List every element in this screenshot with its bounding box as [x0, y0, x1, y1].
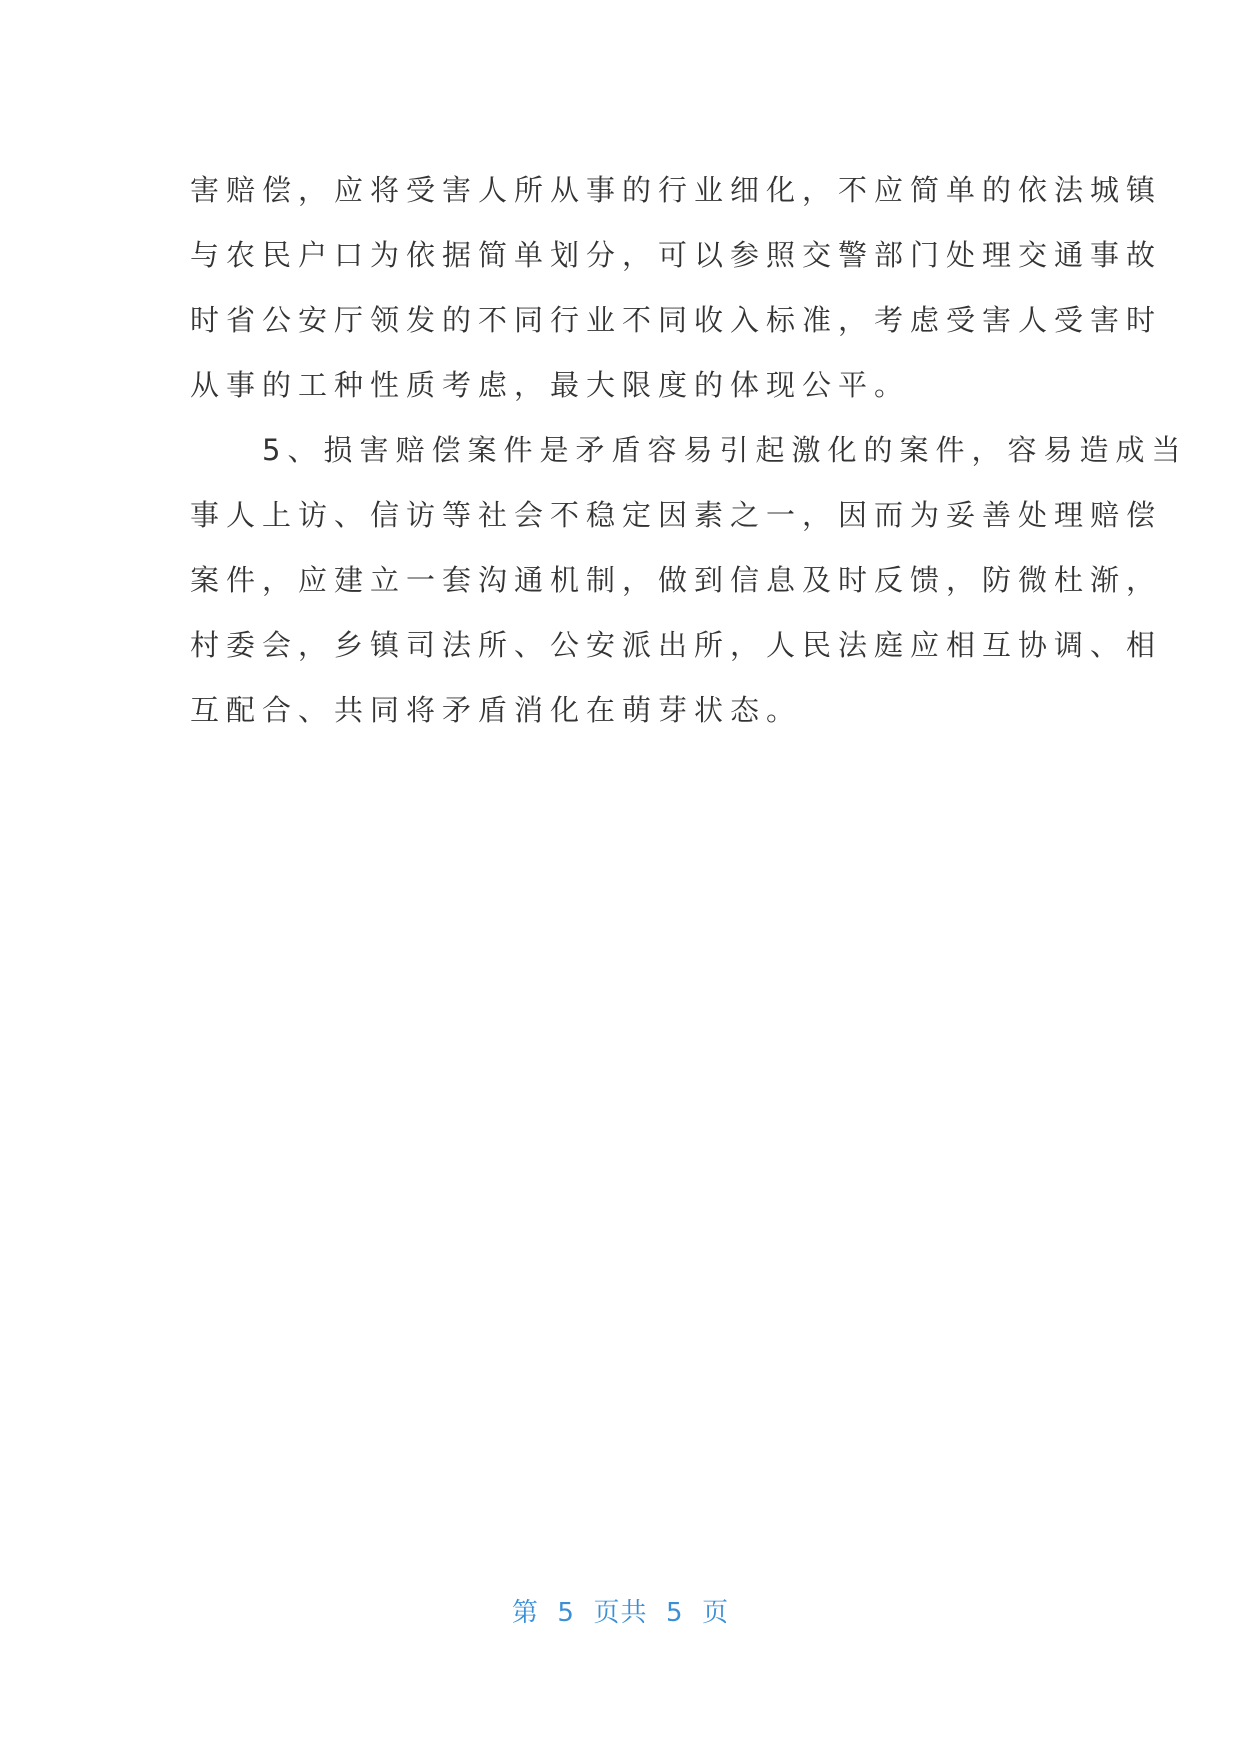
page-number-footer: 第 5 页共 5 页 — [511, 1598, 730, 1628]
text-line: 与农民户口为依据简单划分，可以参照交警部门处理交通事故 — [190, 238, 1163, 272]
text-line: 时省公安厅领发的不同行业不同收入标准，考虑受害人受害时 — [190, 303, 1163, 337]
text-line: 从事的工种性质考虑，最大限度的体现公平。 — [190, 368, 911, 402]
text-line: 案件，应建立一套沟通机制，做到信息及时反馈，防微杜渐， — [190, 563, 1163, 597]
body-text — [190, 158, 1188, 743]
text-line: 事人上访、信访等社会不稳定因素之一，因而为妥善处理赔偿 — [190, 498, 1163, 532]
text-line: 互配合、共同将矛盾消化在萌芽状态。 — [190, 693, 803, 727]
text-line: 5、损害赔偿案件是矛盾容易引起激化的案件，容易造成当 — [190, 433, 1188, 467]
text-line: 害赔偿，应将受害人所从事的行业细化，不应简单的依法城镇 — [190, 173, 1163, 207]
text-line: 村委会，乡镇司法所、公安派出所，人民法庭应相互协调、相 — [190, 628, 1163, 662]
